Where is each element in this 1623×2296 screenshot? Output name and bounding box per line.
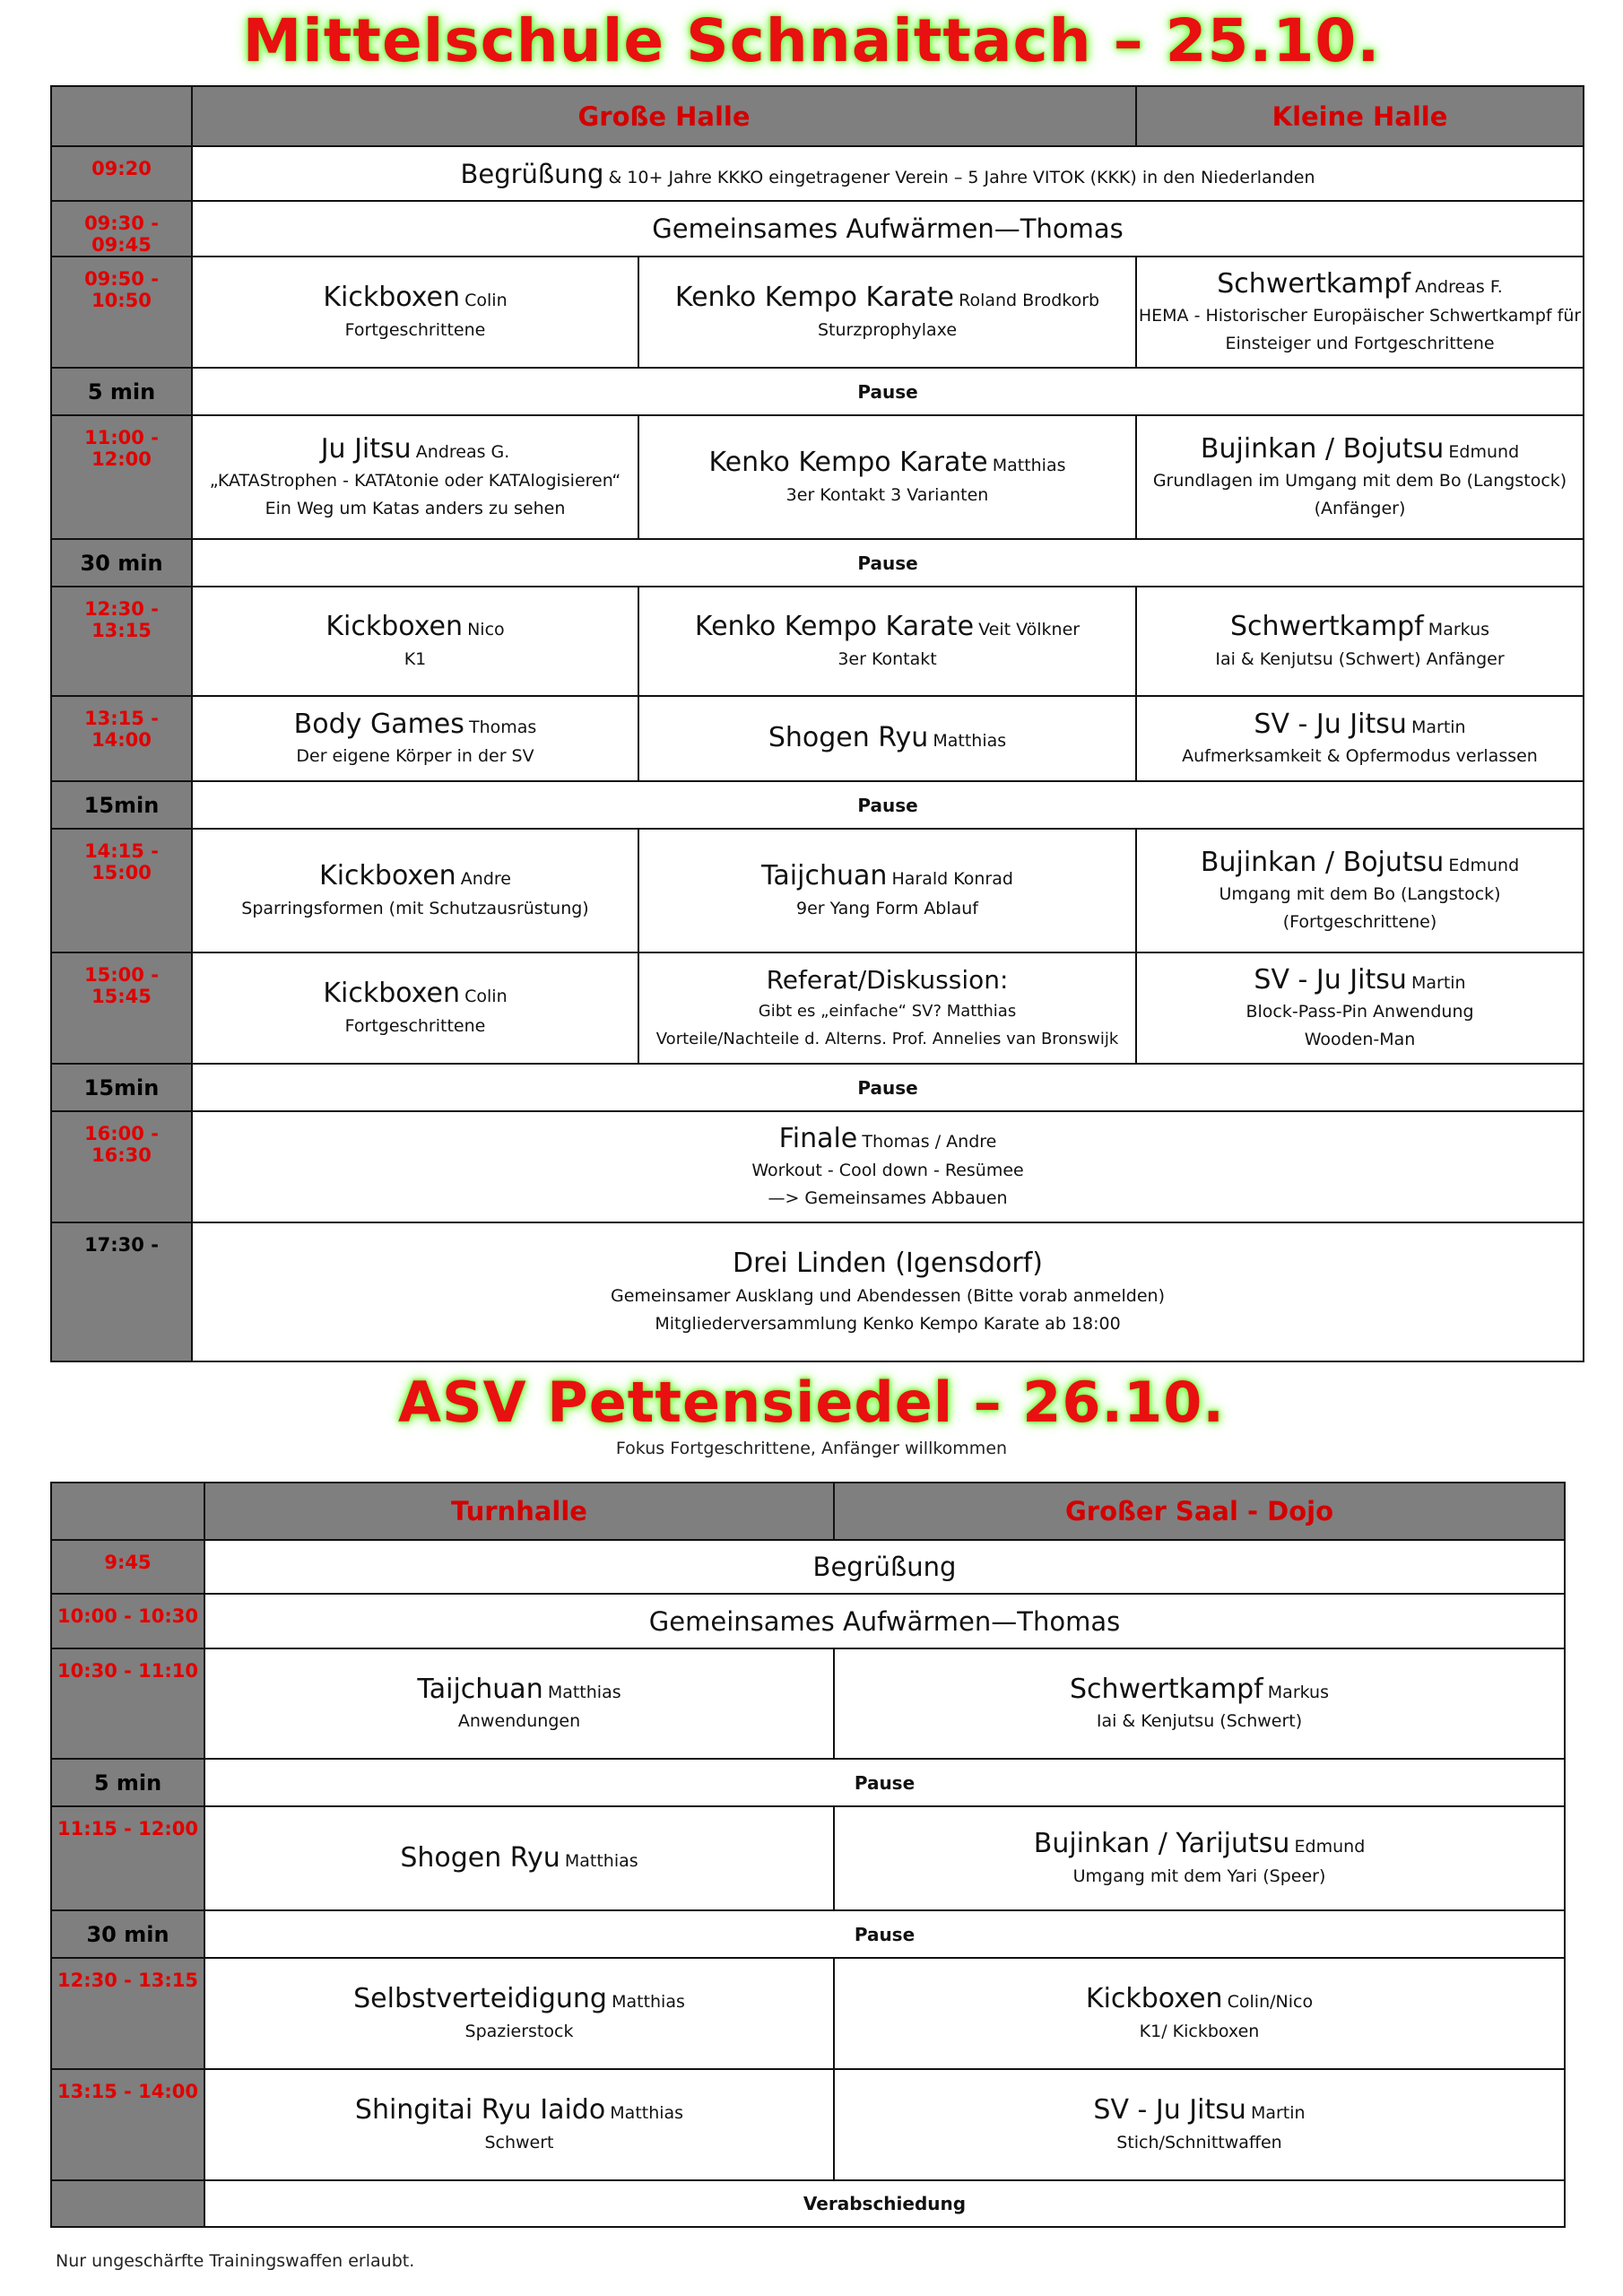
activity-cell xyxy=(1136,829,1584,952)
activity-cell xyxy=(834,1958,1565,2069)
activity-title: Selbstverteidigung xyxy=(353,1983,607,2015)
activity-title: Schwertkampf xyxy=(1230,611,1424,643)
activity-desc: Gibt es „einfache“ SV? Matthias xyxy=(758,1001,1017,1021)
slot-row xyxy=(51,829,1584,952)
activity-title: Kickboxen xyxy=(323,282,461,314)
slot-row xyxy=(51,1648,1565,1759)
pause-row xyxy=(51,368,1584,415)
welcome-cell xyxy=(192,146,1584,201)
activity-title: Finale xyxy=(778,1122,858,1154)
activity-cell xyxy=(638,829,1136,952)
dojo-header: Großer Saal - Dojo xyxy=(834,1483,1565,1540)
pause-row xyxy=(51,781,1584,829)
activity-cell xyxy=(834,1648,1565,1759)
activity-desc: Vorteile/Nachteile d. Alterns. Prof. Annelies van Bronswijk xyxy=(655,1029,1119,1048)
pause-row xyxy=(51,539,1584,587)
pause-row xyxy=(51,1064,1584,1111)
activity-desc: Sparringsformen (mit Schutzausrüstung) xyxy=(241,898,589,918)
welcome-row xyxy=(51,1540,1565,1594)
activity-title: Drei Linden (Igensdorf) xyxy=(733,1248,1043,1280)
activity-desc: Iai & Kenjutsu (Schwert) xyxy=(1096,1711,1303,1732)
activity-cell xyxy=(192,829,638,952)
time-cell: 13:15 - 14:00 xyxy=(51,2069,204,2180)
trainer-name: Andreas F. xyxy=(1415,276,1503,297)
activity-desc: Anwendungen xyxy=(457,1711,581,1732)
time-cell: 09:50 - 10:50 xyxy=(51,257,192,368)
time-cell: 10:00 - 10:30 xyxy=(51,1594,204,1648)
activity-cell xyxy=(638,587,1136,696)
welcome-title: Begrüßung xyxy=(460,158,604,189)
trainer-name: Colin xyxy=(464,291,508,311)
activity-title: Ju Jitsu xyxy=(320,432,412,465)
pause-row xyxy=(51,1759,1565,1806)
time-cell: 12:30 - 13:15 xyxy=(51,587,192,696)
farewell-row xyxy=(51,2180,1565,2227)
activity-cell xyxy=(204,1648,834,1759)
time-cell: 09:30 - 09:45 xyxy=(51,201,192,257)
welcome-row xyxy=(51,146,1584,201)
activity-title: Kenko Kempo Karate xyxy=(694,611,975,643)
activity-desc: Spazierstock xyxy=(464,2021,574,2041)
event2-subtitle: Fokus Fortgeschrittene, Anfänger willkommen xyxy=(615,1439,1008,1458)
activity-title: Shogen Ryu xyxy=(400,1841,560,1874)
time-cell: 11:15 - 12:00 xyxy=(51,1806,204,1910)
activity-title: Kickboxen xyxy=(319,860,456,892)
activity-title: Bujinkan / Bojutsu xyxy=(1200,432,1445,465)
welcome-cell: Begrüßung xyxy=(204,1540,1565,1594)
slot-row xyxy=(51,696,1584,781)
pause-cell: Pause xyxy=(192,368,1584,415)
activity-desc: Schwert xyxy=(484,2132,554,2152)
trainer-name: Martin xyxy=(1410,972,1466,993)
hall-big-header: Große Halle xyxy=(192,86,1136,146)
corner-cell xyxy=(51,1483,204,1540)
duration-cell: 5 min xyxy=(51,368,192,415)
activity-desc: Gemeinsamer Ausklang und Abendessen (Bitte vorab anmelden) xyxy=(611,1285,1165,1306)
activity-cell xyxy=(1136,587,1584,696)
activity-desc: 3er Kontakt xyxy=(838,648,937,669)
activity-cell xyxy=(638,952,1136,1064)
pause-cell: Pause xyxy=(204,1910,1565,1958)
warmup-cell: Gemeinsames Aufwärmen—Thomas xyxy=(192,201,1584,257)
duration-cell: 15min xyxy=(51,1064,192,1111)
event2-title: ASV Pettensiedel – 26.10. xyxy=(398,1370,1225,1435)
finale-cell xyxy=(192,1111,1584,1222)
activity-title: Shingitai Ryu Iaido xyxy=(354,2094,606,2126)
activity-title: Kickboxen xyxy=(323,978,461,1010)
event1-title: Mittelschule Schnaittach – 25.10. xyxy=(242,6,1381,75)
activity-desc: Fortgeschrittene xyxy=(344,1015,486,1036)
schedule-table-day2 xyxy=(50,1482,1566,2228)
activity-title: Schwertkampf xyxy=(1069,1673,1263,1705)
activity-cell xyxy=(192,257,638,368)
activity-cell xyxy=(638,696,1136,781)
activity-desc: K1 xyxy=(404,648,427,669)
trainer-name: Roland Brodkorb xyxy=(959,291,1100,311)
activity-title: Kenko Kempo Karate xyxy=(674,282,955,314)
farewell-cell: Verabschiedung xyxy=(204,2180,1565,2227)
trainer-name: Markus xyxy=(1267,1682,1329,1702)
trainer-name: Nico xyxy=(467,620,505,640)
activity-desc: 3er Kontakt 3 Varianten xyxy=(785,484,989,505)
activity-title: Shogen Ryu xyxy=(768,722,929,754)
activity-desc: HEMA - Historischer Europäischer Schwertkampf für xyxy=(1138,306,1582,326)
pause-row xyxy=(51,1910,1565,1958)
activity-cell xyxy=(204,2069,834,2180)
trainer-name: Thomas / Andre xyxy=(862,1131,997,1152)
trainer-name: Thomas xyxy=(468,717,537,737)
activity-desc: Iai & Kenjutsu (Schwert) Anfänger xyxy=(1215,648,1505,669)
trainer-name: Matthias xyxy=(610,2103,684,2124)
trainer-name: Edmund xyxy=(1448,441,1520,462)
schedule-table-day1 xyxy=(50,85,1584,1362)
slot-row xyxy=(51,415,1584,539)
activity-cell xyxy=(204,1958,834,2069)
activity-desc: Stich/Schnittwaffen xyxy=(1116,2132,1282,2152)
activity-title: Kenko Kempo Karate xyxy=(708,447,988,479)
activity-desc: Der eigene Körper in der SV xyxy=(296,746,534,767)
activity-title: Schwertkampf xyxy=(1217,267,1410,300)
activity-desc: Block-Pass-Pin Anwendung xyxy=(1245,1002,1474,1022)
trainer-name: Colin/Nico xyxy=(1227,1992,1314,2013)
welcome-text: & 10+ Jahre KKKO eingetragener Verein – 5 Jahre VITOK (KKK) in den Niederlanden xyxy=(608,167,1315,187)
corner-cell xyxy=(51,86,192,146)
activity-desc: (Anfänger) xyxy=(1314,499,1406,519)
time-cell: 11:00 - 12:00 xyxy=(51,415,192,539)
activity-title: SV - Ju Jitsu xyxy=(1254,963,1407,996)
activity-title: Taijchuan xyxy=(761,860,888,892)
trainer-name: Martin xyxy=(1410,717,1466,737)
activity-desc: Wooden-Man xyxy=(1304,1030,1416,1050)
trainer-name: Andreas G. xyxy=(415,441,510,462)
time-cell: 09:20 xyxy=(51,146,192,201)
slot-row xyxy=(51,1806,1565,1910)
time-cell: 12:30 - 13:15 xyxy=(51,1958,204,2069)
hall-small-header: Kleine Halle xyxy=(1136,86,1584,146)
activity-desc: 9er Yang Form Ablauf xyxy=(795,898,979,918)
footer-note: Nur ungeschärfte Trainingswaffen erlaubt. xyxy=(56,2251,415,2271)
trainer-name: Edmund xyxy=(1294,1837,1366,1857)
activity-cell xyxy=(638,257,1136,368)
evening-cell xyxy=(192,1222,1584,1361)
trainer-name: Matthias xyxy=(547,1682,621,1702)
gym-header: Turnhalle xyxy=(204,1483,834,1540)
evening-row xyxy=(51,1222,1584,1361)
slot-row xyxy=(51,257,1584,368)
activity-title: Bujinkan / Yarijutsu xyxy=(1033,1828,1290,1860)
warmup-row xyxy=(51,1594,1565,1648)
pause-cell: Pause xyxy=(192,1064,1584,1111)
activity-cell xyxy=(192,415,638,539)
activity-cell xyxy=(192,952,638,1064)
slot-row xyxy=(51,952,1584,1064)
trainer-name: Matthias xyxy=(612,1992,685,2013)
activity-cell xyxy=(192,587,638,696)
activity-cell xyxy=(1136,952,1584,1064)
trainer-name: Martin xyxy=(1250,2103,1306,2124)
activity-cell xyxy=(834,2069,1565,2180)
time-cell: 17:30 - xyxy=(51,1222,192,1361)
activity-title: SV - Ju Jitsu xyxy=(1254,708,1407,740)
activity-cell xyxy=(1136,257,1584,368)
activity-title: Taijchuan xyxy=(417,1673,543,1705)
duration-cell: 15min xyxy=(51,781,192,829)
slot-row xyxy=(51,2069,1565,2180)
activity-title: Body Games xyxy=(293,708,464,740)
activity-cell xyxy=(638,415,1136,539)
trainer-name: Andre xyxy=(460,869,511,890)
activity-desc: Sturzprophylaxe xyxy=(817,319,958,340)
activity-desc: Workout - Cool down - Resümee xyxy=(751,1161,1024,1181)
activity-cell xyxy=(192,696,638,781)
activity-desc: Umgang mit dem Yari (Speer) xyxy=(1072,1866,1326,1886)
pause-cell: Pause xyxy=(192,539,1584,587)
header-row xyxy=(51,86,1584,146)
activity-title: Kickboxen xyxy=(1085,1983,1223,2015)
finale-row xyxy=(51,1111,1584,1222)
slot-row xyxy=(51,587,1584,696)
duration-cell: 30 min xyxy=(51,539,192,587)
activity-title: Bujinkan / Bojutsu xyxy=(1200,846,1445,878)
time-cell: 13:15 - 14:00 xyxy=(51,696,192,781)
activity-title: Kickboxen xyxy=(325,611,463,643)
duration-cell: 5 min xyxy=(51,1759,204,1806)
trainer-name: Markus xyxy=(1428,620,1490,640)
activity-desc: Aufmerksamkeit & Opfermodus verlassen xyxy=(1182,746,1538,767)
trainer-name: Edmund xyxy=(1448,855,1520,875)
warmup-cell: Gemeinsames Aufwärmen—Thomas xyxy=(204,1594,1565,1648)
activity-desc: „KATAStrophen - KATAtonie oder KATAlogisieren“ xyxy=(209,471,621,491)
time-cell: 16:00 - 16:30 xyxy=(51,1111,192,1222)
pause-cell: Pause xyxy=(204,1759,1565,1806)
pause-cell: Pause xyxy=(192,781,1584,829)
activity-cell xyxy=(834,1806,1565,1910)
time-cell: 15:00 - 15:45 xyxy=(51,952,192,1064)
activity-desc: —> Gemeinsames Abbauen xyxy=(768,1188,1008,1209)
trainer-name: Harald Konrad xyxy=(891,869,1013,890)
trainer-name: Matthias xyxy=(992,456,1066,476)
trainer-name: Veit Völkner xyxy=(978,620,1081,640)
activity-title: Referat/Diskussion: xyxy=(766,965,1009,996)
activity-desc: Fortgeschrittene xyxy=(344,319,486,340)
time-cell: 10:30 - 11:10 xyxy=(51,1648,204,1759)
trainer-name: Matthias xyxy=(564,1850,638,1871)
activity-cell xyxy=(1136,696,1584,781)
activity-cell xyxy=(1136,415,1584,539)
activity-desc: Einsteiger und Fortgeschrittene xyxy=(1225,334,1495,354)
time-cell: 14:15 - 15:00 xyxy=(51,829,192,952)
activity-cell xyxy=(204,1806,834,1910)
activity-desc: Ein Weg um Katas anders zu sehen xyxy=(265,499,566,519)
activity-desc: K1/ Kickboxen xyxy=(1139,2021,1260,2041)
duration-cell xyxy=(51,2180,204,2227)
activity-desc: Grundlagen im Umgang mit dem Bo (Langstock) xyxy=(1152,471,1567,491)
activity-desc: Mitgliederversammlung Kenko Kempo Karate ab 18:00 xyxy=(655,1313,1121,1334)
duration-cell: 30 min xyxy=(51,1910,204,1958)
slot-row xyxy=(51,1958,1565,2069)
trainer-name: Colin xyxy=(464,987,508,1007)
trainer-name: Matthias xyxy=(933,731,1007,752)
activity-desc: (Fortgeschrittene) xyxy=(1282,912,1437,933)
activity-title: SV - Ju Jitsu xyxy=(1093,2094,1246,2126)
activity-desc: Umgang mit dem Bo (Langstock) xyxy=(1219,884,1501,905)
time-cell: 9:45 xyxy=(51,1540,204,1594)
warmup-row xyxy=(51,201,1584,257)
header-row xyxy=(51,1483,1565,1540)
